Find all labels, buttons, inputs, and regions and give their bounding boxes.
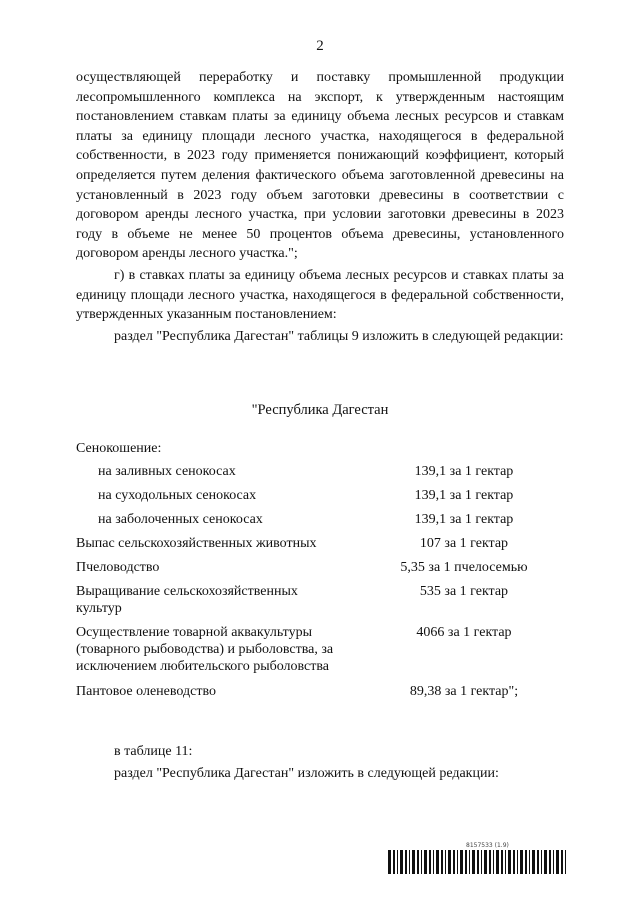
rate-label: Сенокошение: (76, 441, 162, 456)
rate-row (76, 511, 564, 528)
rate-row (76, 440, 564, 457)
rate-value: 89,38 за 1 гектар"; (409, 684, 519, 699)
rate-label: на суходольных сенокосах (98, 488, 257, 503)
rate-label: Выращивание сельскохозяйственных культур (76, 584, 298, 616)
intro-paragraph (76, 68, 564, 346)
rate-label: Пантовое оленеводство (76, 684, 216, 699)
rate-label: Осуществление товарной аквакультуры (товарного рыбоводства) и рыболовства, за исключением любительского рыболовства (76, 625, 334, 674)
rate-label: на заболоченных сенокосах (98, 512, 263, 527)
paragraph-item-g: г) в ставках платы за единицу объема лесных ресурсов и ставках платы за единицу площади лесного участка, находящегося в федеральной собственности, утвержденных указанным постановлением: (76, 267, 564, 323)
bottom-line-table11: в таблице 11: (114, 744, 193, 759)
rate-value: 139,1 за 1 гектар (414, 512, 514, 527)
paragraph-continuation: осуществляющей переработку и поставку промышленной продукции лесопромышленного комплекса на экспорт, к утвержденным настоящим постановлением ставкам платы за единицу объема лесных ресурсов и ставкам платы за единицу площади лесного участка, находящегося в федеральной собственности, в 2023 году применяется понижающий коэффициент, который определяется путем деления фактического объема заготовленной древесины на установленный в 2023 году объем заготовки древесины в соответствии с договором аренды лесного участка, при условии заготовки древесины в 2023 году в объеме не менее 50 процентов объема древесины, установленного договором аренды лесного участка."; (76, 70, 564, 262)
rate-value (369, 440, 564, 457)
paragraph-table9: раздел "Республика Дагестан" таблицы 9 изложить в следующей редакции: (114, 328, 564, 344)
bottom-line-section: раздел "Республика Дагестан" изложить в следующей редакции: (114, 766, 499, 781)
rate-label: Пчеловодство (76, 560, 160, 575)
rate-row (76, 487, 564, 504)
rate-row (76, 683, 564, 700)
rate-value: 5,35 за 1 пчелосемью (400, 560, 528, 575)
section-title: "Республика Дагестан (251, 402, 389, 418)
rate-label: Выпас сельскохозяйственных животных (76, 536, 317, 551)
rate-label: на заливных сенокосах (98, 464, 236, 479)
rates-table (76, 440, 564, 700)
rate-value: 139,1 за 1 гектар (414, 464, 514, 479)
rate-value: 535 за 1 гектар (419, 584, 509, 599)
page-number: 2 (316, 38, 324, 54)
rate-value: 107 за 1 гектар (419, 536, 509, 551)
rate-row (76, 463, 564, 480)
document-code: 8157533 (1.9) (466, 842, 509, 849)
rate-value: 4066 за 1 гектар (416, 625, 512, 640)
rate-row (76, 559, 564, 576)
rate-value: 139,1 за 1 гектар (414, 488, 514, 503)
rate-row (76, 624, 564, 675)
rate-row (76, 583, 564, 617)
rate-row (76, 535, 564, 552)
barcode-icon (388, 850, 566, 874)
